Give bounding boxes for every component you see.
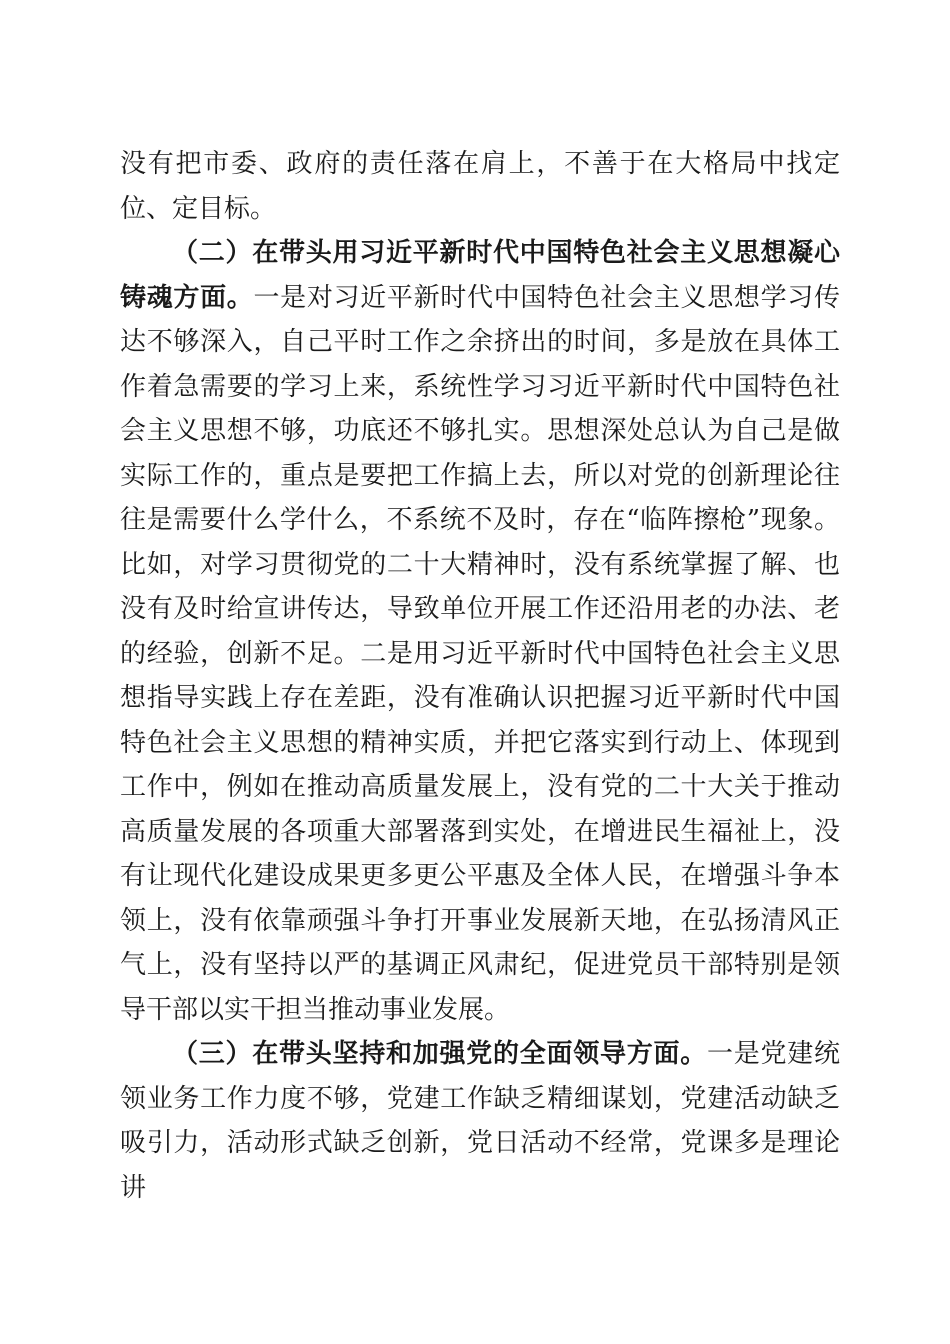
section-2-body: 一是对习近平新时代中国特色社会主义思想学习传达不够深入，自己平时工作之余挤出的时间，多是放在具体工作着急需要的学习上来，系统性学习习近平新时代中国特色社会主义思想不够，功底还不够扎实。思想深处总认为自己是做实际工作的，重点是要把工作搞上去，所以对党的创新理论往往是需要什么学什么，不系统不及时，存在“临阵擦枪”现象。比如，对学习贯彻党的二十大精神时，没有系统掌握了解、也没有及时给宣讲传达，导致单位开展工作还沿用老的办法、老的经验，创新不足。二是用习近平新时代中国特色社会主义思想指导实践上存在差距，没有准确认识把握习近平新时代中国特色社会主义思想的精神实质，并把它落实到行动上、体现到工作中，例如在推动高质量发展上，没有党的二十大关于推动高质量发展的各项重大部署落到实处，在增进民生福祉上，没有让现代化建设成果更多更公平惠及全体人民，在增强斗争本领上，没有依靠顽强斗争打开事业发展新天地，在弘扬清风正气上，没有坚持以严的基调正风肃纪，促进党员干部特别是领导干部以实干担当推动事业发展。 bbox=[120, 282, 840, 1025]
section-3-heading: （三）在带头坚持和加强党的全面领导方面。 bbox=[172, 1039, 707, 1069]
paragraph-section-3 bbox=[120, 1032, 840, 1210]
paragraph-section-2 bbox=[120, 231, 840, 1032]
paragraph-1-body: 没有把市委、政府的责任落在肩上，不善于在大格局中找定位、定目标。 bbox=[120, 149, 840, 224]
section-3-body: 一是党建统领业务工作力度不够，党建工作缺乏精细谋划，党建活动缺乏吸引力，活动形式缺乏创新，党日活动不经常，党课多是理论讲 bbox=[120, 1039, 840, 1203]
paragraph-continuation bbox=[120, 142, 840, 231]
section-2-heading: （二）在带头用习近平新时代中国特色社会主义思想凝心铸魂方面。 bbox=[120, 238, 840, 313]
document-body bbox=[120, 142, 840, 1210]
